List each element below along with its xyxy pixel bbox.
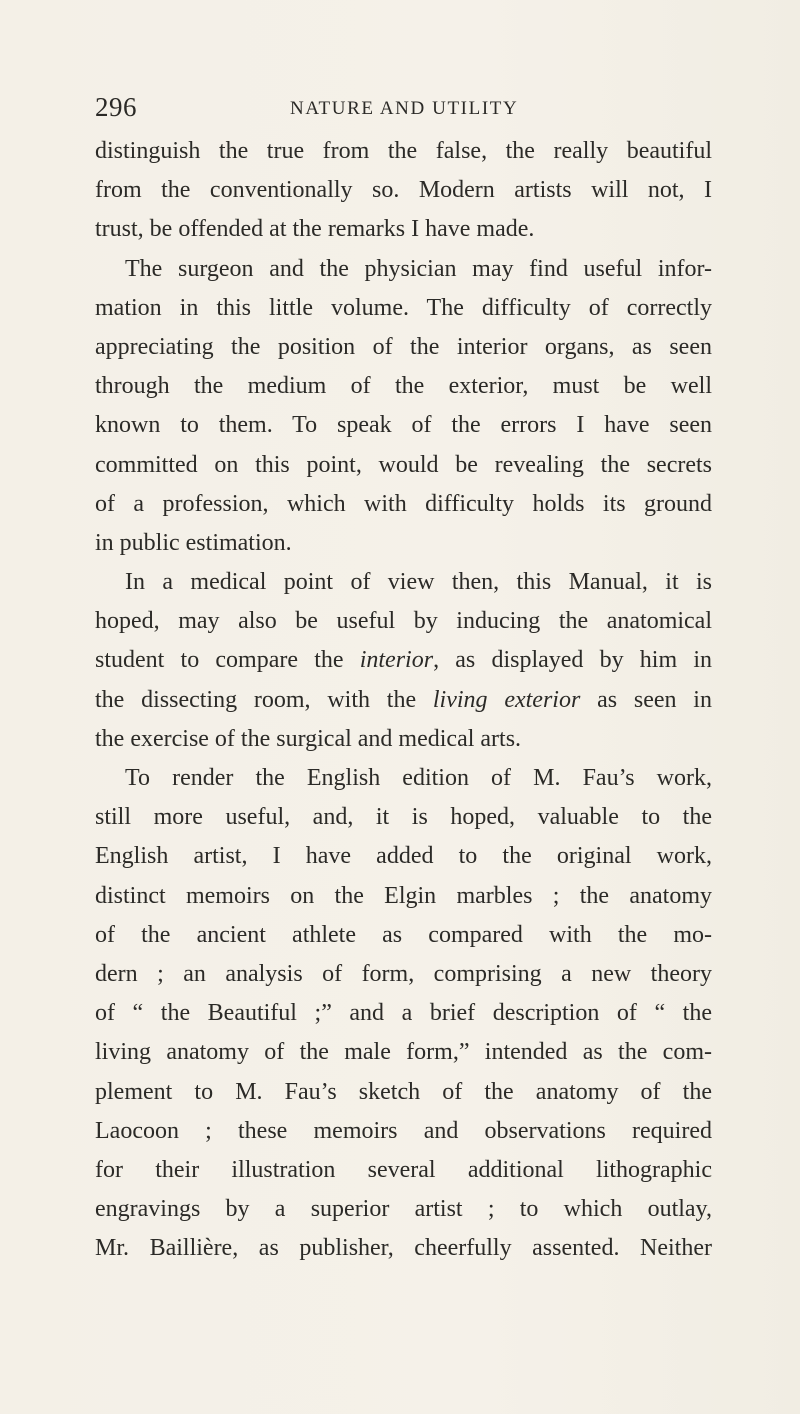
text-line: English artist, I have added to the original work, xyxy=(95,843,712,870)
page-header xyxy=(95,92,715,122)
page-number: 296 xyxy=(95,92,137,122)
paragraph-start-line: To render the English edition of M. Fau’s work, xyxy=(125,765,712,791)
text-line: hoped, may also be useful by inducing the anatomical xyxy=(95,608,712,635)
text-line: of a profession, which with difficulty holds its ground xyxy=(95,490,712,517)
text-line: appreciating the position of the interior organs, as seen xyxy=(95,333,712,360)
paragraph-start-line: The surgeon and the physician may find useful infor- xyxy=(125,255,712,282)
text-line: mation in this little volume. The difficulty of correctly xyxy=(95,294,712,321)
text-line-with-italic xyxy=(95,641,712,680)
text-run: as seen in xyxy=(580,686,712,713)
body-text xyxy=(95,132,712,1268)
text-line: living anatomy of the male form,” intended as the com- xyxy=(95,1039,712,1066)
text-line: of “ the Beautiful ;” and a brief description of “ the xyxy=(95,1000,712,1027)
text-line: engravings by a superior artist ; to which outlay, xyxy=(95,1196,712,1223)
text-run: the dissecting room, with the xyxy=(95,686,433,713)
text-line: Laocoon ; these memoirs and observations required xyxy=(95,1117,712,1144)
paragraph-start-line: In a medical point of view then, this Manual, it is xyxy=(125,569,712,596)
text-line: still more useful, and, it is hoped, valuable to the xyxy=(95,804,712,831)
text-line: Mr. Baillière, as publisher, cheerfully assented. Neither xyxy=(95,1235,712,1262)
text-run: student to compare the xyxy=(95,647,360,674)
text-line: in public estimation. xyxy=(95,529,292,556)
text-line: known to them. To speak of the errors I have seen xyxy=(95,412,712,439)
text-line: distinguish the true from the false, the really beautiful xyxy=(95,138,712,164)
italic-emphasis: interior xyxy=(359,647,434,674)
text-line-with-italic xyxy=(95,681,712,720)
running-title: NATURE AND UTILITY xyxy=(290,98,519,119)
text-line: through the medium of the exterior, must be well xyxy=(95,373,712,400)
text-line: distinct memoirs on the Elgin marbles ; the anatomy xyxy=(95,882,712,909)
text-line: the exercise of the surgical and medical arts. xyxy=(95,725,522,752)
text-line: trust, be offended at the remarks I have made. xyxy=(95,216,535,243)
text-line: dern ; an analysis of form, comprising a new theory xyxy=(95,960,712,987)
text-line: from the conventionally so. Modern artists will not, I xyxy=(95,177,712,204)
text-line: for their illustration several additional lithographic xyxy=(95,1156,712,1183)
text-line: plement to M. Fau’s sketch of the anatomy of the xyxy=(95,1078,712,1105)
text-line: of the ancient athlete as compared with the mo- xyxy=(95,921,712,948)
text-line: committed on this point, would be revealing the secrets xyxy=(95,451,712,478)
text-run: , as displayed by him in xyxy=(433,647,713,674)
italic-emphasis: living exterior xyxy=(432,686,581,713)
